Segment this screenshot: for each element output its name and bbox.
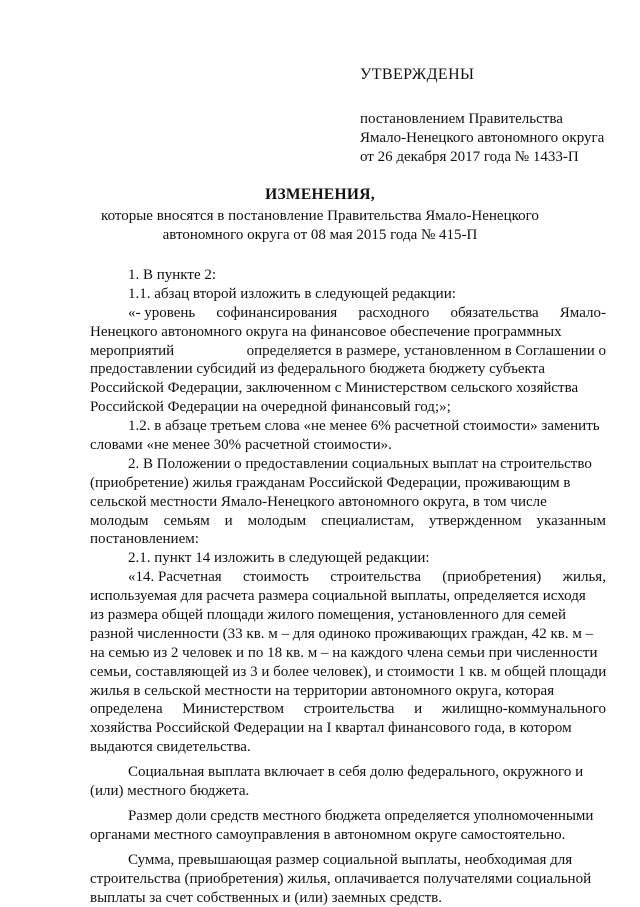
text: Размер доли средств местного бюджета определяется уполномоченными	[128, 807, 593, 826]
word: строительства	[304, 700, 395, 719]
text: 1. В пункте 2:	[128, 266, 216, 285]
text-line	[90, 285, 606, 304]
text-line	[90, 738, 606, 757]
word: Ямало-	[560, 304, 606, 323]
subtitle-line: автономного округа от 08 мая 2015 года № 415-П	[0, 226, 640, 245]
approval-line: постановлением Правительства	[360, 110, 620, 129]
text-line	[90, 889, 606, 907]
text: хозяйства Российской Федерации на I квартал финансового года, в котором	[90, 719, 572, 738]
word: расходного	[358, 304, 429, 323]
approval-line: от 26 декабря 2017 года № 1433-П	[360, 148, 620, 167]
text: разной численности (33 кв. м – для одиноко проживающих граждан, 42 кв. м –	[90, 625, 593, 644]
text: 1.2. в абзаце третьем слова «не менее 6% расчетной стоимости» заменить	[128, 417, 600, 436]
text: Российской Федерации, заключенном с Министерством сельского хозяйства	[90, 379, 578, 398]
text: словами «не менее 30% расчетной стоимости».	[90, 436, 392, 455]
text: 1.1. абзац второй изложить в следующей редакции:	[128, 285, 456, 304]
approval-block	[360, 110, 620, 167]
text: Сумма, превышающая размер социальной выплаты, необходимая для	[128, 851, 572, 870]
text-line	[90, 870, 606, 889]
text: постановлением:	[90, 530, 199, 549]
text-line	[90, 436, 606, 455]
word: стоимость	[243, 568, 309, 587]
text-line	[90, 398, 606, 417]
subtitle-line: которые вносятся в постановление Правительства Ямало-Ненецкого	[0, 207, 640, 226]
word: молодым	[248, 512, 307, 531]
text-line	[90, 644, 606, 663]
approval-heading: УТВЕРЖДЕНЫ	[360, 66, 474, 84]
text-line	[90, 304, 606, 323]
word: указанным	[537, 512, 606, 531]
text-line	[90, 782, 606, 801]
text-line	[90, 587, 606, 606]
text-line	[90, 700, 606, 719]
text-line	[90, 530, 606, 549]
word: и	[414, 700, 422, 719]
text-line	[90, 455, 606, 474]
word: утвержденном	[429, 512, 522, 531]
text-line	[90, 417, 606, 436]
text-line	[90, 379, 606, 398]
text: выдаются свидетельства.	[90, 738, 251, 757]
text-line	[90, 807, 606, 826]
text: сельской местности Ямало-Ненецкого автономного округа, в том числе	[90, 493, 547, 512]
word: определена	[90, 700, 163, 719]
word: семьям	[163, 512, 209, 531]
text-line	[90, 682, 606, 701]
text-line	[90, 826, 606, 845]
text-line	[90, 625, 606, 644]
text-line	[90, 549, 606, 568]
text-line	[90, 663, 606, 682]
word: жилищно-коммунального	[442, 700, 606, 719]
text: строительства (приобретения) жилья, оплачивается получателями социальной	[90, 870, 591, 889]
text-line	[90, 342, 606, 361]
text: (или) местного бюджета.	[90, 782, 249, 801]
text: на семью из 2 человек и по 18 кв. м – на каждого члена семьи при численности	[90, 644, 597, 663]
word: «14. Расчетная	[128, 568, 222, 587]
document-body	[90, 266, 606, 907]
word: софинансирования	[216, 304, 337, 323]
document-subtitle	[0, 207, 640, 245]
text-line	[90, 568, 606, 587]
word: определяется в размере, установленном в Соглашении о	[247, 342, 606, 361]
text-line	[90, 763, 606, 782]
text-line	[90, 851, 606, 870]
text-line	[90, 606, 606, 625]
word: специалистам,	[321, 512, 414, 531]
text-line	[90, 360, 606, 379]
text: выплаты за счет собственных и (или) заемных средств.	[90, 889, 442, 907]
text: (приобретение) жилья гражданам Российской Федерации, проживающим в	[90, 474, 570, 493]
text: используемая для расчета размера социальной выплаты, определяется исходя	[90, 587, 586, 606]
text: 2.1. пункт 14 изложить в следующей редакции:	[128, 549, 430, 568]
text-line	[90, 512, 606, 531]
text: из размера общей площади жилого помещения, установленного для семей	[90, 606, 566, 625]
text-line	[90, 719, 606, 738]
text: предоставлении субсидий из федерального бюджета бюджету субъекта	[90, 360, 545, 379]
text: 2. В Положении о предоставлении социальных выплат на строительство	[128, 455, 592, 474]
word: молодым	[90, 512, 149, 531]
text-line	[90, 323, 606, 342]
word: обязательства	[451, 304, 539, 323]
text: жилья в сельской местности на территории автономного округа, которая	[90, 682, 554, 701]
text: Социальная выплата включает в себя долю федерального, окружного и	[128, 763, 583, 782]
text-line	[90, 474, 606, 493]
text: семьи, составляющей из 3 и более человек), и стоимости 1 кв. м общей площади	[90, 663, 606, 682]
approval-line: Ямало-Ненецкого автономного округа	[360, 129, 620, 148]
word: и	[225, 512, 233, 531]
word: мероприятий	[90, 342, 174, 361]
word: строительства	[330, 568, 421, 587]
text: Российской Федерации на очередной финансовый год;»;	[90, 398, 451, 417]
text-line	[90, 493, 606, 512]
word: Министерством	[182, 700, 284, 719]
word: «- уровень	[128, 304, 195, 323]
word: жилья,	[563, 568, 606, 587]
text: органами местного самоуправления в автономном округе самостоятельно.	[90, 826, 565, 845]
document-title: ИЗМЕНЕНИЯ,	[0, 186, 640, 204]
text-line	[90, 266, 606, 285]
text: Ненецкого автономного округа на финансовое обеспечение программных	[90, 323, 562, 342]
word: (приобретения)	[442, 568, 541, 587]
